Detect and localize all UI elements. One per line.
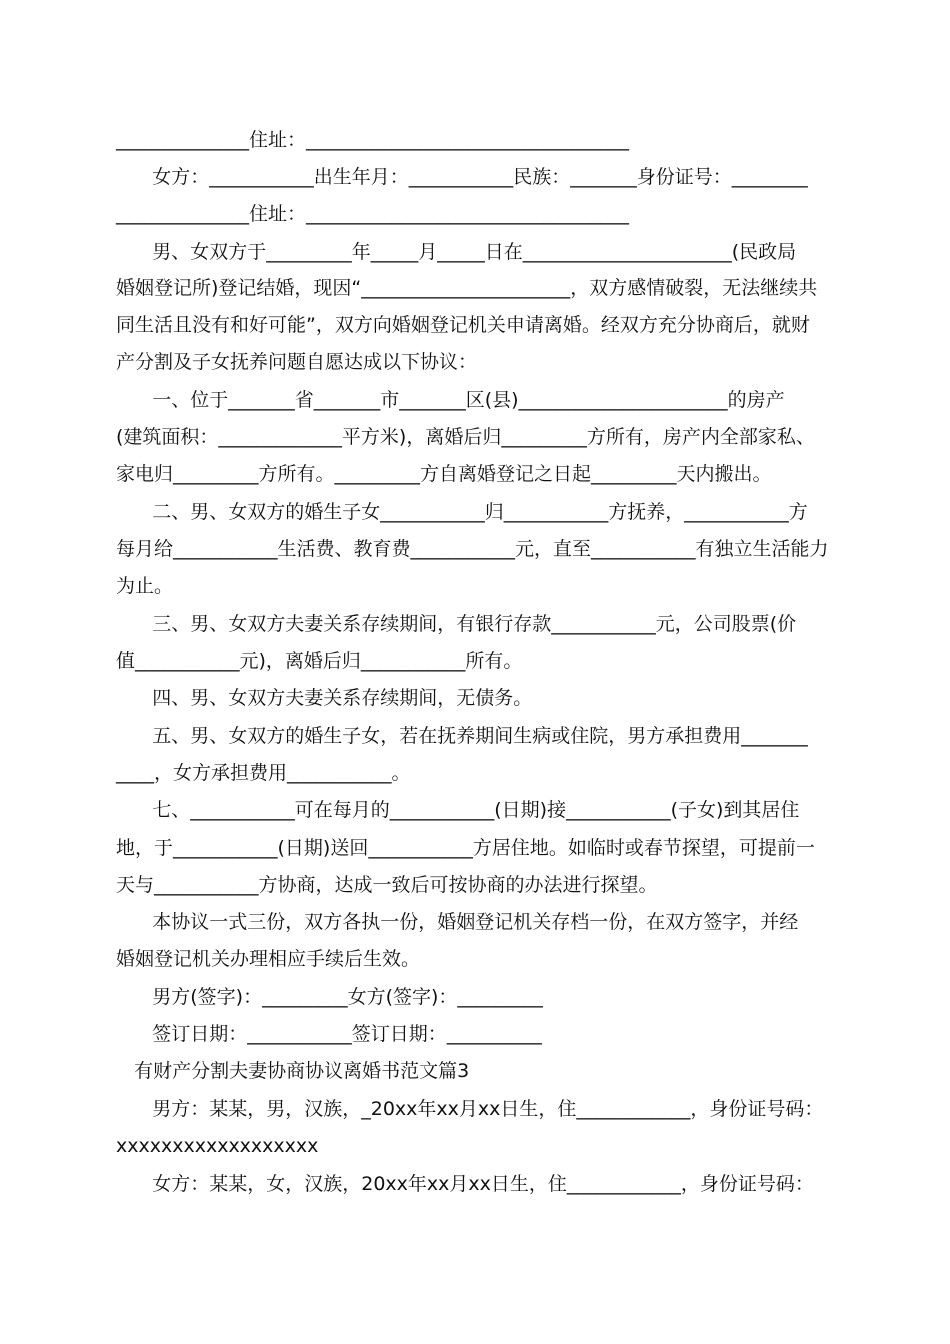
text-line-21: 天与___________方协商，达成一致后可按协商的办法进行探望。 xyxy=(116,874,658,896)
text-line-4: 男、女双方于_________年_____月_____日在______________________(民政局 xyxy=(116,241,797,263)
text-line-6: 同生活且没有和好可能”，双方向婚姻登记机关申请离婚。经双方充分协商后，就财 xyxy=(116,314,810,336)
text-line-23: 婚姻登记机关办理相应手续后生效。 xyxy=(116,948,421,970)
text-line-10: 家电归_________方所有。_________方自离婚登记之日起_________天内搬出。 xyxy=(116,463,772,485)
text-line-22: 本协议一式三份，双方各执一份，婚姻登记机关存档一份，在双方签字，并经 xyxy=(116,911,799,933)
text-line-29: 女方：某某，女，汉族，20xx年xx月xx日生，住____________，身份证号码： xyxy=(116,1173,814,1195)
text-line-1: ______________住址：__________________________________ xyxy=(116,129,630,151)
text-line-5: 婚姻登记所)登记结婚，现因“______________________，双方感情破裂，无法继续共 xyxy=(116,277,818,299)
text-line-9: (建筑面积：_____________平方米)，离婚后归_________方所有，房产内全部家私、 xyxy=(116,426,815,448)
text-line-17: 五、男、女双方的婚生子女，若在抚养期间生病或住院，男方承担费用_______ xyxy=(116,725,808,747)
text-line-28: xxxxxxxxxxxxxxxxxx xyxy=(116,1135,319,1157)
text-line-18: ____，女方承担费用___________。 xyxy=(116,762,411,784)
text-line-15: 值___________元)，离婚后归___________所有。 xyxy=(116,650,523,672)
text-line-8: 一、位于_______省_______市_______区(县)______________________的房产 xyxy=(116,389,785,411)
section-heading: 有财产分割夫妻协商协议离婚书范文篇3 xyxy=(116,1060,470,1082)
text-line-11: 二、男、女双方的婚生子女___________归___________方抚养，___________方 xyxy=(116,501,808,523)
text-line-2: 女方：___________出生年月：___________民族：_______身份证号：________ xyxy=(116,166,808,188)
text-line-25: 签订日期：___________签订日期：__________ xyxy=(116,1023,542,1045)
text-line-7: 产分割及子女抚养问题自愿达成以下协议： xyxy=(116,351,478,373)
text-line-20: 地，于___________(日期)送回___________方居住地。如临时或春节探望，可提前一 xyxy=(116,837,815,859)
text-line-24: 男方(签字)：_________女方(签字)：_________ xyxy=(116,986,543,1008)
text-line-3: ______________住址：__________________________________ xyxy=(116,203,630,225)
text-line-14: 三、男、女双方夫妻关系存续期间，有银行存款___________元，公司股票(价 xyxy=(116,613,797,635)
text-line-19: 七、___________可在每月的___________(日期)接___________(子女)到其居住 xyxy=(116,799,800,821)
text-line-27: 男方：某某，男，汉族，_20xx年xx月xx日生，住____________，身份证号码： xyxy=(116,1098,824,1120)
text-line-12: 每月给___________生活费、教育费___________元，直至___________有独立生活能力 xyxy=(116,538,829,560)
text-line-13: 为止。 xyxy=(116,575,174,597)
text-line-16: 四、男、女双方夫妻关系存续期间，无债务。 xyxy=(116,687,533,709)
